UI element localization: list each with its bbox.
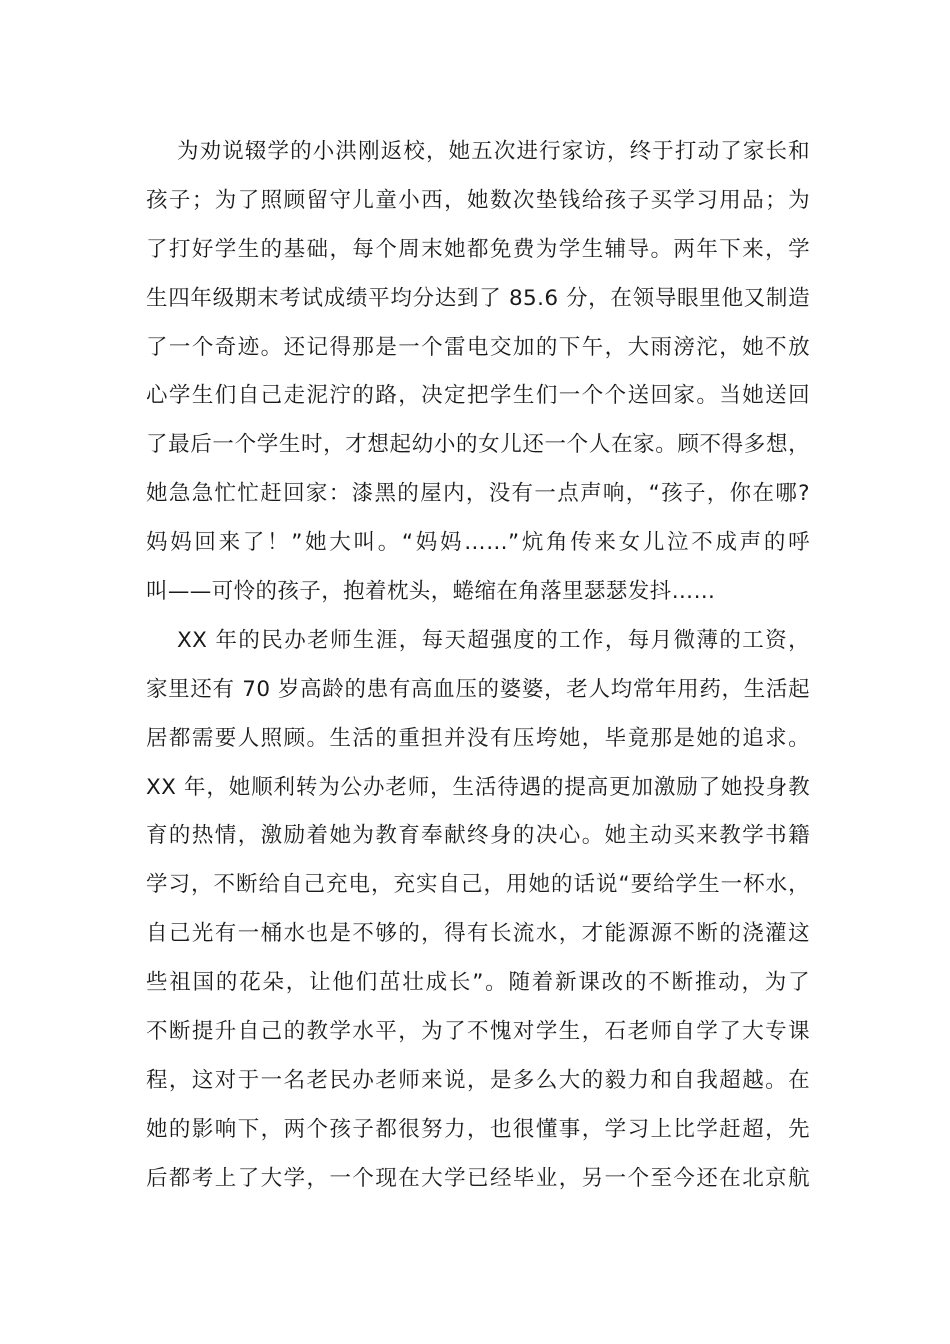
text-line: 妈妈回来了！”她大叫。“妈妈……”炕角传来女儿泣不成声的呼 [146, 530, 810, 556]
text-line: 为劝说辍学的小洪刚返校，她五次进行家访，终于打动了家长和 [177, 139, 810, 164]
paragraph-2 [146, 617, 810, 1204]
text-line: 生四年级期末考试成绩平均分达到了 85.6 分，在领导眼里他又制造 [146, 285, 810, 311]
text-line: 育的热情，激励着她为教育奉献终身的决心。她主动买来教学书籍 [146, 823, 810, 849]
text-line: 了打好学生的基础，每个周末她都免费为学生辅导。两年下来，学 [146, 236, 810, 262]
text-line: 学习，不断给自己充电，充实自己，用她的话说“要给学生一杯水， [146, 872, 810, 898]
paragraph-1 [146, 128, 810, 617]
text-line: 她急急忙忙赶回家：漆黑的屋内，没有一点声响，“孩子，你在哪? [146, 481, 810, 507]
text-line: 了一个奇迹。还记得那是一个雷电交加的下午，大雨滂沱，她不放 [146, 334, 810, 360]
text-line: 了最后一个学生时，才想起幼小的女儿还一个人在家。顾不得多想， [146, 432, 810, 458]
text-line: 叫——可怜的孩子，抱着枕头，蜷缩在角落里瑟瑟发抖…… [146, 579, 716, 605]
text-line: 自己光有一桶水也是不够的，得有长流水，才能源源不断的浇灌这 [146, 921, 810, 947]
text-line: 居都需要人照顾。生活的重担并没有压垮她，毕竟那是她的追求。 [146, 725, 810, 751]
text-line: XX 年的民办老师生涯，每天超强度的工作，每月微薄的工资， [177, 627, 810, 653]
text-line: XX 年，她顺利转为公办老师，生活待遇的提高更加激励了她投身教 [146, 774, 810, 800]
text-line: 她的影响下，两个孩子都很努力，也很懂事，学习上比学赶超，先 [146, 1116, 810, 1142]
text-line: 程，这对于一名老民办老师来说，是多么大的毅力和自我超越。在 [146, 1067, 810, 1093]
text-line: 家里还有 70 岁高龄的患有高血压的婆婆，老人均常年用药，生活起 [146, 676, 810, 702]
text-line: 后都考上了大学，一个现在大学已经毕业，另一个至今还在北京航 [146, 1165, 810, 1191]
text-line: 心学生们自己走泥泞的路，决定把学生们一个个送回家。当她送回 [146, 383, 810, 409]
text-line: 孩子；为了照顾留守儿童小西，她数次垫钱给孩子买学习用品；为 [146, 187, 810, 213]
text-line: 些祖国的花朵，让他们茁壮成长”。随着新课改的不断推动，为了 [146, 970, 810, 996]
text-line: 不断提升自己的教学水平，为了不愧对学生，石老师自学了大专课 [146, 1019, 810, 1045]
document-body [146, 128, 810, 1204]
